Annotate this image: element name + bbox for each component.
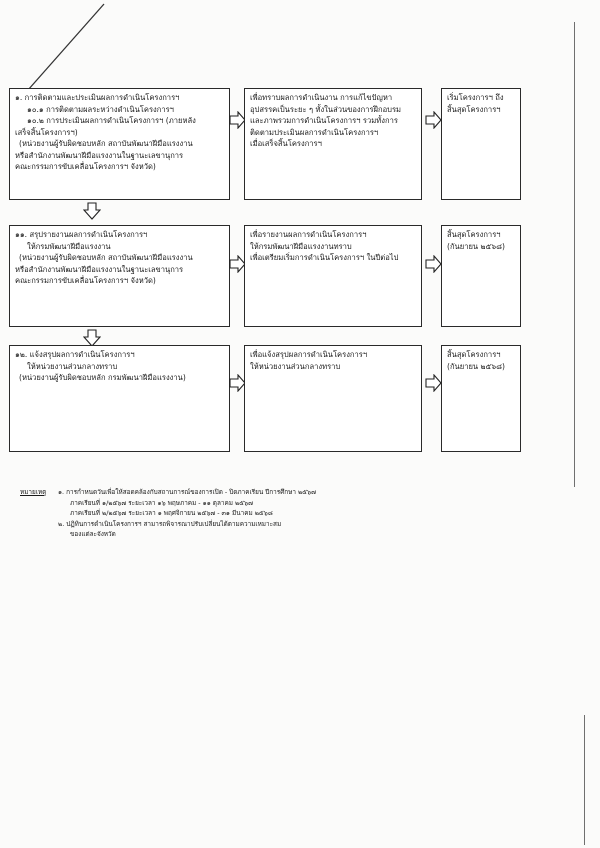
step-10-time-box [441, 88, 521, 200]
step-11-agency-cont2: คณะกรรมการขับเคลื่อนโครงการฯ จังหวัด) [15, 276, 156, 285]
step-11-time-line: สิ้นสุดโครงการฯ [447, 230, 501, 239]
step-11-time-box [441, 225, 521, 327]
arrow-right-icon [425, 374, 442, 392]
step-11-purpose-line: เพื่อรายงานผลการดำเนินโครงการฯ [250, 230, 367, 239]
step-12-agency: (หน่วยงานผู้รับผิดชอบหลัก กรมพัฒนาฝีมือแรงงาน) [19, 373, 186, 382]
step-10-time-line: สิ้นสุดโครงการฯ [447, 104, 501, 114]
step-10-title: ๑. การติดตามและประเมินผลการดำเนินโครงการฯ [15, 93, 180, 102]
step-12-purpose-line: เพื่อแจ้งสรุปผลการดำเนินโครงการฯ [250, 350, 368, 359]
scan-edge-line-top [574, 22, 575, 487]
step-11-text: ให้กรมพัฒนาฝีมือแรงงาน [27, 241, 111, 251]
step-11-agency-cont1: หรือสำนักงานพัฒนาฝีมือแรงงานในฐานะเลขานุการ [15, 264, 184, 274]
step-11-purpose-line: เพื่อเตรียมเริ่มการดำเนินโครงการฯ ในปีต่อไป [250, 253, 399, 262]
step-10-2-text: ๑๐.๒ การประเมินผลการดำเนินโครงการฯ (ภายหลัง [27, 116, 196, 125]
step-11-title: ๑๑. สรุปรายงานผลการดำเนินโครงการฯ [15, 230, 148, 239]
remark-line: ๒. ปฏิทินการดำเนินโครงการฯ สามารถพิจารณาปรับเปลี่ยนได้ตามความเหมาะสม [58, 519, 282, 528]
step-10-purpose-line: เพื่อทราบผลการดำเนินงาน การแก้ไขปัญหา [250, 93, 393, 102]
step-12-purpose-box [244, 345, 422, 452]
step-11-purpose-line: ให้กรมพัฒนาฝีมือแรงงานทราบ [250, 241, 352, 251]
step-12-title: ๑๒. แจ้งสรุปผลการดำเนินโครงการฯ [15, 350, 135, 359]
step-11-process-box [9, 225, 230, 327]
step-12-time-line: สิ้นสุดโครงการฯ [447, 350, 501, 359]
step-10-2-cont: เสร็จสิ้นโครงการฯ) [15, 127, 78, 137]
step-12-text: ให้หน่วยงานส่วนกลางทราบ [27, 361, 118, 371]
remark-line: ของแต่ละจังหวัด [70, 530, 116, 538]
remarks-label: หมายเหตุ [20, 488, 47, 496]
arrow-right-icon [425, 255, 442, 273]
step-12-time-box [441, 345, 521, 452]
step-11-time-line: (กันยายน ๒๕๖๘) [447, 241, 505, 251]
step-12-purpose-line: ให้หน่วยงานส่วนกลางทราบ [250, 361, 341, 371]
step-12-process-box [9, 345, 230, 452]
remark-line: ๑. การกำหนดวันเพื่อให้สอดคล้องกับสถานการณ์ของการเปิด - ปิดภาคเรียน ปีการศึกษา ๒๕๖๗ [58, 488, 316, 496]
step-10-purpose-box [244, 88, 422, 200]
step-10-agency-cont1: หรือสำนักงานพัฒนาฝีมือแรงงานในฐานะเลขานุการ [15, 150, 184, 160]
scan-edge-line-bottom [584, 715, 585, 845]
step-10-purpose-line: เมื่อเสร็จสิ้นโครงการฯ [250, 139, 322, 148]
arrow-right-icon [425, 111, 442, 129]
arrow-down-icon [83, 202, 101, 220]
step-10-time-line: เริ่มโครงการฯ ถึง [447, 93, 504, 102]
step-11-agency: (หน่วยงานผู้รับผิดชอบหลัก สถาบันพัฒนาฝีมือแรงงาน [19, 253, 193, 262]
step-10-purpose-line: ติดตามประเมินผลการดำเนินโครงการฯ [250, 127, 379, 137]
step-10-process-box [9, 88, 230, 200]
step-10-agency-cont2: คณะกรรมการขับเคลื่อนโครงการฯ จังหวัด) [15, 162, 156, 171]
remark-line: ภาคเรียนที่ ๒/๒๕๖๗ ระยะเวลา ๑ พฤศจิกายน ๒๕๖๗ - ๓๑ มีนาคม ๒๕๖๘ [70, 509, 273, 517]
step-12-time-line: (กันยายน ๒๕๖๘) [447, 361, 505, 371]
step-10-purpose-line: และภาพรวมการดำเนินโครงการฯ รวมทั้งการ [250, 116, 398, 125]
step-10-1-text: ๑๐.๑ การติดตามผลระหว่างดำเนินโครงการฯ [27, 104, 174, 114]
remark-line: ภาคเรียนที่ ๑/๒๕๖๗ ระยะเวลา ๑๖ พฤษภาคม - ๑๑ ตุลาคม ๒๕๖๗ [70, 498, 253, 507]
step-10-purpose-line: อุปสรรคเป็นระยะ ๆ ทั้งในส่วนของการฝึกอบรม [250, 104, 402, 114]
step-11-purpose-box [244, 225, 422, 327]
step-10-agency: (หน่วยงานผู้รับผิดชอบหลัก สถาบันพัฒนาฝีมือแรงงาน [19, 139, 193, 148]
